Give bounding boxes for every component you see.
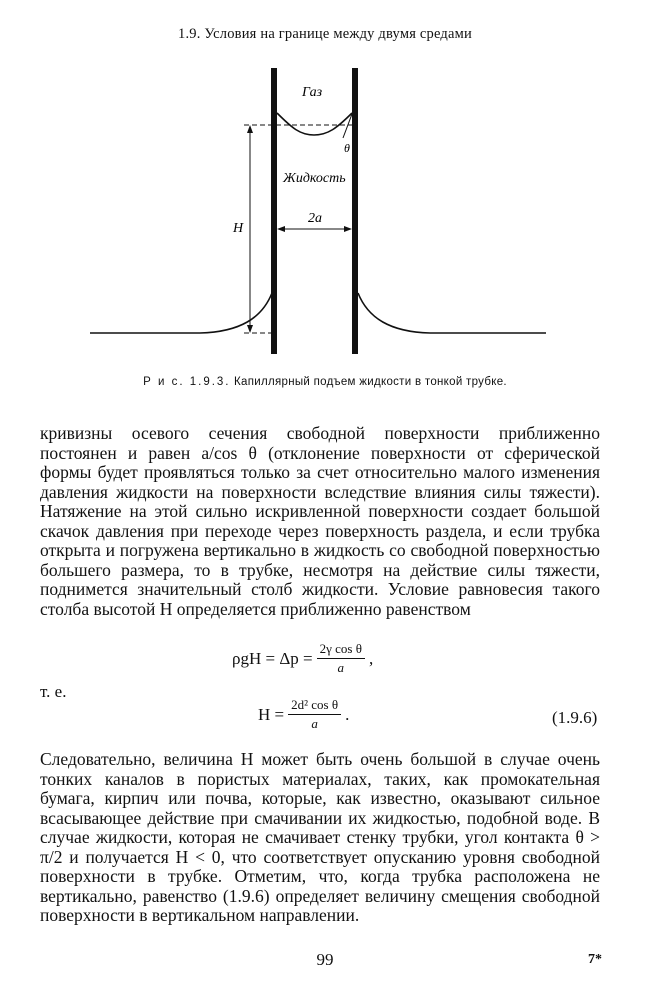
angle-label: θ xyxy=(344,141,350,155)
meniscus xyxy=(277,113,352,135)
width-arrow-right xyxy=(344,226,352,232)
figure-caption xyxy=(0,376,650,388)
equation-1-denominator: a xyxy=(337,660,345,675)
equation-1-tail: , xyxy=(368,648,374,668)
equation-2-numerator: 2d² cos θ xyxy=(288,697,341,715)
height-arrow-bottom xyxy=(247,325,253,333)
capillary-figure xyxy=(0,0,650,370)
caption-text: Капиллярный подъем жидкости в тонкой трубке. xyxy=(234,376,507,388)
gas-label: Газ xyxy=(302,85,323,100)
outer-surface-left xyxy=(90,293,272,333)
tube-wall-right xyxy=(352,68,358,354)
equation-1-numerator: 2γ cos θ xyxy=(317,641,365,659)
paragraph-1: кривизны осевого сечения свободной поверхности приближенно постоянен и равен a/cos θ (отклонение поверхности от сферической формы будет проявляться только за счет относительно малого изменения давления жидкости на поверхности вследствие влияния силы тяжести). Натяжение на этой сильно искривленной поверхности создает большой скачок давления при переходе через поверхность раздела, и если трубка открыта и погружена вертикально в жидкость со свободной поверхностью большего размера, то в трубке, несмотря на действие силы тяжести, поднимется значительный столб жидкости. Условие равновесия такого столба высотой H определяется приближенно равенством xyxy=(40,423,600,619)
equation-2 xyxy=(258,697,349,732)
running-header: 1.9. Условия на границе между двумя средами xyxy=(178,26,472,42)
outer-surface-right xyxy=(358,293,546,333)
equation-1 xyxy=(232,641,373,676)
connector-text: т. е. xyxy=(40,682,67,701)
equation-1-lhs: ρgH = Δp = xyxy=(232,648,313,668)
paragraph-2: Следовательно, величина H может быть очень большой в случае очень тонких каналов в пористых материалах, таких, как промокательная бумага, кирпич или почва, которые, как известно, оказывают сильное всасывающее действие при смачивании их жидкостью, подобной воде. В случае жидкости, которая не смачивает стенку трубки, угол контакта θ > π/2 и получается H < 0, что соответствует опусканию уровня свободной поверхности в трубке. Отметим, что, когда трубка расположена не вертикально, равенство (1.9.6) определяет величину смещения свободной поверхности в вертикальном направлении. xyxy=(40,749,600,925)
width-arrow-left xyxy=(277,226,285,232)
equation-2-denominator: a xyxy=(311,716,318,731)
equation-2-tail: . xyxy=(345,704,350,724)
equation-2-lhs: H = xyxy=(258,704,285,724)
equation-1-fraction xyxy=(317,641,365,676)
caption-prefix: Р и с. 1.9.3. xyxy=(143,376,231,388)
equation-number: (1.9.6) xyxy=(552,708,598,727)
height-arrow-top xyxy=(247,125,253,133)
page-number: 99 xyxy=(316,950,334,969)
signature-mark: 7* xyxy=(588,952,602,967)
tube-wall-left xyxy=(271,68,277,354)
liquid-label: Жидкость xyxy=(283,171,346,186)
height-label: H xyxy=(233,221,244,236)
equation-2-fraction xyxy=(288,697,341,732)
width-label: 2a xyxy=(308,211,322,226)
